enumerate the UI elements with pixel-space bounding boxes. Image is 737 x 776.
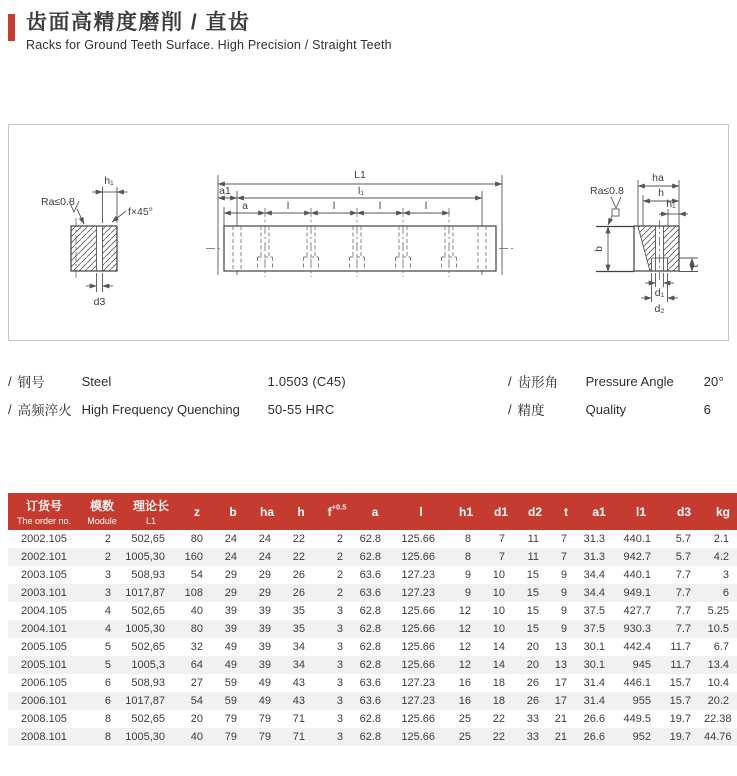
spec-steel	[8, 367, 508, 395]
table-row	[8, 656, 737, 674]
technical-drawing-box	[8, 124, 729, 341]
header-cell: z	[178, 493, 216, 530]
table-row	[8, 692, 737, 710]
cell: 34.4	[583, 569, 605, 582]
dim-label-h1: h₁	[104, 175, 114, 188]
cell: 7	[560, 533, 567, 546]
cell: 952	[632, 731, 651, 744]
spec-label-zh: 高频淬火	[17, 403, 72, 419]
cell: 6.7	[713, 641, 729, 654]
cell: 34	[292, 659, 305, 672]
cell: 29	[258, 587, 271, 600]
left-end-view-drawing	[41, 175, 153, 308]
cell: 62.8	[359, 641, 381, 654]
cell: 26	[292, 587, 305, 600]
cell: 43	[292, 695, 305, 708]
cell: 5	[104, 641, 111, 654]
table-row	[8, 584, 737, 602]
cell: 43	[292, 677, 305, 690]
cell: 39	[258, 641, 271, 654]
cell: 20.2	[707, 695, 729, 708]
cell: 39	[258, 659, 271, 672]
spec-value: 50-55 HRC	[267, 401, 335, 417]
cell: 79	[258, 713, 271, 726]
cell: 59	[224, 695, 237, 708]
spec-slash: /	[508, 373, 512, 389]
cell: 31.3	[583, 533, 605, 546]
cell: 125.66	[401, 641, 435, 654]
header-cell: h	[284, 493, 318, 530]
cell: 125.66	[401, 623, 435, 636]
cell: 4.2	[713, 551, 729, 564]
cell: 10	[492, 587, 505, 600]
cell: 39	[224, 623, 237, 636]
cell: 24	[224, 533, 237, 546]
table-row	[8, 620, 737, 638]
cell: 39	[224, 605, 237, 618]
accent-bar	[8, 14, 15, 41]
cell: 508,93	[131, 569, 165, 582]
cell: 30.1	[583, 659, 605, 672]
cell: 63.6	[359, 695, 381, 708]
spec-label-zh: 精度	[517, 403, 545, 419]
spec-label-en: Steel	[81, 373, 112, 389]
cell: 125.66	[401, 605, 435, 618]
cell: 16	[458, 695, 471, 708]
table-row	[8, 728, 737, 746]
cell: 3	[336, 623, 343, 636]
cell: 32	[190, 641, 203, 654]
table-row	[8, 674, 737, 692]
cell: 30.1	[583, 641, 605, 654]
cell: 9	[560, 623, 567, 636]
cell: 49	[258, 695, 271, 708]
cell: 62.8	[359, 551, 381, 564]
cell: 62.8	[359, 659, 381, 672]
cell: 7.7	[675, 587, 691, 600]
cell: 15.7	[669, 695, 691, 708]
cell: 2	[336, 551, 343, 564]
cell: 3	[336, 713, 343, 726]
cell: 502,65	[131, 605, 165, 618]
cell: 1005,3	[131, 659, 165, 672]
cell: 7.7	[675, 605, 691, 618]
table-row	[8, 530, 737, 548]
cell: 59	[224, 677, 237, 690]
cell: 62.8	[359, 533, 381, 546]
page-title: 齿面高精度磨削 / 直齿	[26, 11, 251, 34]
cell: 62.8	[359, 731, 381, 744]
cell: 26.6	[583, 713, 605, 726]
cell: 108	[184, 587, 203, 600]
cell: 7.7	[675, 623, 691, 636]
dim-label-a1: a1	[219, 185, 231, 198]
cell: 9	[560, 587, 567, 600]
cell: 37.5	[583, 605, 605, 618]
cell: 8	[104, 731, 111, 744]
spec-value: 20°	[703, 373, 724, 389]
cell: 18	[492, 695, 505, 708]
cell: 15	[526, 569, 539, 582]
header-cell: kg	[704, 493, 737, 530]
cell: 9	[464, 569, 471, 582]
table-header-row	[8, 493, 737, 530]
cell: 54	[190, 695, 203, 708]
cell: 15.7	[669, 677, 691, 690]
cell: 127.23	[401, 695, 435, 708]
cell: 427.7	[623, 605, 651, 618]
cell: 9	[560, 569, 567, 582]
cell: 71	[292, 731, 305, 744]
cell: 9	[464, 587, 471, 600]
cell: 502,65	[131, 533, 165, 546]
cell: 125.66	[401, 659, 435, 672]
cell: 26.6	[583, 731, 605, 744]
cell: 22.38	[704, 713, 732, 726]
cell: 2	[336, 569, 343, 582]
cell: 25	[458, 731, 471, 744]
cell: 3	[336, 695, 343, 708]
cell: 11.7	[670, 641, 691, 654]
cell: 49	[258, 677, 271, 690]
dim-label-h: h	[658, 187, 664, 200]
cell: 10.5	[707, 623, 729, 636]
cell: 49	[224, 659, 237, 672]
cell: 22	[492, 713, 505, 726]
cell: 449.5	[623, 713, 651, 726]
dim-label-d2: d₂	[654, 303, 665, 316]
cell: 6	[104, 677, 111, 690]
technical-drawing	[9, 125, 728, 340]
cell: 11	[527, 551, 539, 564]
spec-value: 1.0503 (C45)	[267, 373, 346, 389]
cell: 2004.101	[21, 623, 67, 636]
dim-label-l: l	[286, 200, 290, 213]
cell: 2008.105	[21, 713, 67, 726]
cell: 80	[190, 533, 203, 546]
cell: 63.6	[359, 587, 381, 600]
cell: 3	[336, 677, 343, 690]
spec-label-en: Pressure Angle	[585, 373, 674, 389]
cell: 21	[554, 731, 567, 744]
cell: 54	[190, 569, 203, 582]
cell: 62.8	[359, 713, 381, 726]
cell: 955	[632, 695, 651, 708]
cell: 49	[224, 641, 237, 654]
cell: 34	[292, 641, 305, 654]
cell: 2002.101	[21, 551, 67, 564]
header-cell: d1	[484, 493, 518, 530]
cell: 10	[492, 569, 505, 582]
dim-label-d3: d3	[93, 296, 106, 309]
cell: 945	[632, 659, 651, 672]
cell: 12	[458, 641, 471, 654]
cell: 8	[464, 533, 471, 546]
cell: 22	[292, 551, 305, 564]
cell: 34.4	[583, 587, 605, 600]
cell: 44.76	[704, 731, 732, 744]
header-cell: 理论长 L1	[124, 493, 178, 530]
cell: 3	[336, 731, 343, 744]
header-cell: t	[552, 493, 580, 530]
cell: 79	[258, 731, 271, 744]
cell: 18	[492, 677, 505, 690]
cell: 24	[258, 533, 271, 546]
cell: 1005,30	[125, 623, 165, 636]
cell: 22	[292, 533, 305, 546]
table-row	[8, 638, 737, 656]
header-cell: d3	[664, 493, 704, 530]
cell: 2	[336, 587, 343, 600]
spec-slash: /	[8, 373, 12, 389]
spec-slash: /	[508, 401, 512, 417]
cell: 942.7	[623, 551, 651, 564]
cell: 7	[560, 551, 567, 564]
cell: 5.25	[707, 605, 729, 618]
header-cell: d2	[518, 493, 552, 530]
cell: 19.7	[669, 713, 691, 726]
cell: 2.1	[713, 533, 729, 546]
cell: 16	[458, 677, 471, 690]
cell: 6	[104, 695, 111, 708]
rack-top-view-drawing	[206, 169, 514, 277]
dim-label-b: b	[593, 246, 605, 253]
roughness-label: Ra≤0.8	[590, 185, 624, 198]
cell: 29	[224, 587, 237, 600]
dim-label-l: l	[424, 200, 428, 213]
cell: 3	[336, 641, 343, 654]
cell: 71	[292, 713, 305, 726]
cell: 949.1	[623, 587, 651, 600]
cell: 4	[104, 605, 111, 618]
cell: 127.23	[401, 587, 435, 600]
spec-slash: /	[8, 401, 12, 417]
cell: 2	[104, 533, 111, 546]
header-cell: 订货号 The order no.	[8, 493, 80, 530]
spec-label-en: High Frequency Quenching	[81, 401, 240, 417]
table-row	[8, 710, 737, 728]
cell: 12	[458, 623, 471, 636]
cell: 8	[104, 713, 111, 726]
cell: 5.7	[675, 533, 691, 546]
cell: 35	[292, 605, 305, 618]
cell: 40	[190, 731, 203, 744]
spec-label-en: Quality	[585, 401, 627, 417]
cell: 10	[492, 605, 505, 618]
cell: 8	[464, 551, 471, 564]
cell: 7	[498, 533, 505, 546]
dim-label-l1: l₁	[358, 185, 364, 198]
cell: 25	[458, 713, 471, 726]
cell: 2003.101	[21, 587, 67, 600]
table-row	[8, 548, 737, 566]
table-row	[8, 602, 737, 620]
cell: 21	[554, 713, 567, 726]
cell: 12	[458, 659, 471, 672]
cell: 29	[224, 569, 237, 582]
cell: 20	[526, 659, 539, 672]
cell: 31.4	[583, 695, 605, 708]
cell: 39	[258, 605, 271, 618]
order-data-table	[8, 493, 737, 746]
spec-pressure-angle	[508, 367, 729, 395]
cell: 160	[184, 551, 203, 564]
cell: 930.3	[623, 623, 651, 636]
spec-value: 6	[703, 401, 712, 417]
cell: 24	[224, 551, 237, 564]
header-cell: 模数 Module	[80, 493, 124, 530]
cell: 508,93	[131, 677, 165, 690]
cell: 24	[258, 551, 271, 564]
cell: 13	[554, 659, 567, 672]
roughness-label: Ra≤0.8	[41, 196, 75, 209]
cell: 2003.105	[21, 569, 67, 582]
cell: 20	[190, 713, 203, 726]
cell: 502,65	[131, 713, 165, 726]
cell: 2005.105	[21, 641, 67, 654]
doc-header	[8, 10, 729, 52]
cell: 440.1	[623, 533, 651, 546]
right-section-drawing	[590, 172, 701, 315]
cell: 63.6	[359, 677, 381, 690]
cell: 26	[292, 569, 305, 582]
cell: 125.66	[401, 551, 435, 564]
cell: 127.23	[401, 677, 435, 690]
cell: 37.5	[583, 623, 605, 636]
title-block	[26, 10, 392, 52]
cell: 1005,30	[125, 731, 165, 744]
cell: 2	[336, 533, 343, 546]
spec-label-zh: 钢号	[17, 375, 45, 391]
header-cell: a1	[580, 493, 618, 530]
cell: 127.23	[401, 569, 435, 582]
cell: 35	[292, 623, 305, 636]
cell: 2005.101	[21, 659, 67, 672]
cell: 3	[336, 605, 343, 618]
dim-label-h1: h₁	[666, 198, 676, 211]
dim-label-L1: L1	[354, 169, 366, 182]
cell: 2008.101	[21, 731, 67, 744]
cell: 15	[526, 587, 539, 600]
cell: 440.1	[623, 569, 651, 582]
cell: 15	[526, 623, 539, 636]
cell: 7	[498, 551, 505, 564]
cell: 3	[722, 569, 729, 582]
cell: 2006.105	[21, 677, 67, 690]
cell: 26	[526, 677, 539, 690]
spec-label-zh: 齿形角	[517, 375, 559, 391]
cell: 3	[336, 659, 343, 672]
cell: 3	[104, 587, 111, 600]
chamfer-label: f×45°	[128, 206, 153, 219]
header-cell: ha	[250, 493, 284, 530]
header-cell: a	[356, 493, 394, 530]
cell: 3	[104, 569, 111, 582]
cell: 125.66	[401, 533, 435, 546]
cell: 6	[722, 587, 729, 600]
cell: 17	[554, 695, 567, 708]
spec-quality	[508, 395, 729, 423]
cell: 17	[554, 677, 567, 690]
cell: 9	[560, 605, 567, 618]
cell: 19.7	[669, 731, 691, 744]
cell: 26	[526, 695, 539, 708]
cell: 12	[458, 605, 471, 618]
header-cell: $f^{+0.5}$	[318, 493, 356, 530]
cell: 79	[224, 713, 237, 726]
cell: 10.4	[707, 677, 729, 690]
header-cell: b	[216, 493, 250, 530]
cell: 63.6	[359, 569, 381, 582]
cell: 2006.101	[21, 695, 67, 708]
header-cell: h1	[448, 493, 484, 530]
cell: 10	[492, 623, 505, 636]
cell: 502,65	[131, 641, 165, 654]
dim-label-l: l	[378, 200, 382, 213]
cell: 80	[190, 623, 203, 636]
material-specs	[8, 367, 729, 423]
spec-quenching	[8, 395, 508, 423]
dim-label-t: t	[689, 264, 701, 268]
cell: 22	[492, 731, 505, 744]
cell: 1005,30	[125, 551, 165, 564]
cell: 13.4	[707, 659, 729, 672]
cell: 125.66	[401, 731, 435, 744]
cell: 64	[190, 659, 203, 672]
cell: 2	[104, 551, 111, 564]
page-subtitle: Racks for Ground Teeth Surface. High Precision / Straight Teeth	[26, 38, 392, 53]
cell: 2004.105	[21, 605, 67, 618]
cell: 125.66	[401, 713, 435, 726]
cell: 11.7	[670, 659, 691, 672]
cell: 442.4	[623, 641, 651, 654]
dim-label-l: l	[332, 200, 336, 213]
cell: 62.8	[359, 605, 381, 618]
cell: 79	[224, 731, 237, 744]
table-row	[8, 566, 737, 584]
cell: 5.7	[675, 551, 691, 564]
cell: 14	[492, 659, 505, 672]
cell: 33	[526, 731, 539, 744]
cell: 33	[526, 713, 539, 726]
cell: 4	[104, 623, 111, 636]
cell: 1017,87	[125, 695, 165, 708]
cell: 13	[554, 641, 567, 654]
cell: 11	[527, 533, 539, 546]
cell: 27	[190, 677, 203, 690]
header-cell: l	[394, 493, 448, 530]
cell: 31.3	[583, 551, 605, 564]
cell: 1017,87	[125, 587, 165, 600]
cell: 7.7	[675, 569, 691, 582]
dim-label-ha: ha	[652, 172, 664, 185]
cell: 31.4	[583, 677, 605, 690]
cell: 5	[104, 659, 111, 672]
cell: 15	[526, 605, 539, 618]
dim-label-d1: d₁	[654, 287, 665, 300]
cell: 14	[492, 641, 505, 654]
header-cell: l1	[618, 493, 664, 530]
cell: 40	[190, 605, 203, 618]
cell: 20	[526, 641, 539, 654]
cell: 446.1	[623, 677, 651, 690]
cell: 2002.105	[21, 533, 67, 546]
cell: 29	[258, 569, 271, 582]
dim-label-a: a	[242, 200, 248, 213]
cell: 62.8	[359, 623, 381, 636]
cell: 39	[258, 623, 271, 636]
